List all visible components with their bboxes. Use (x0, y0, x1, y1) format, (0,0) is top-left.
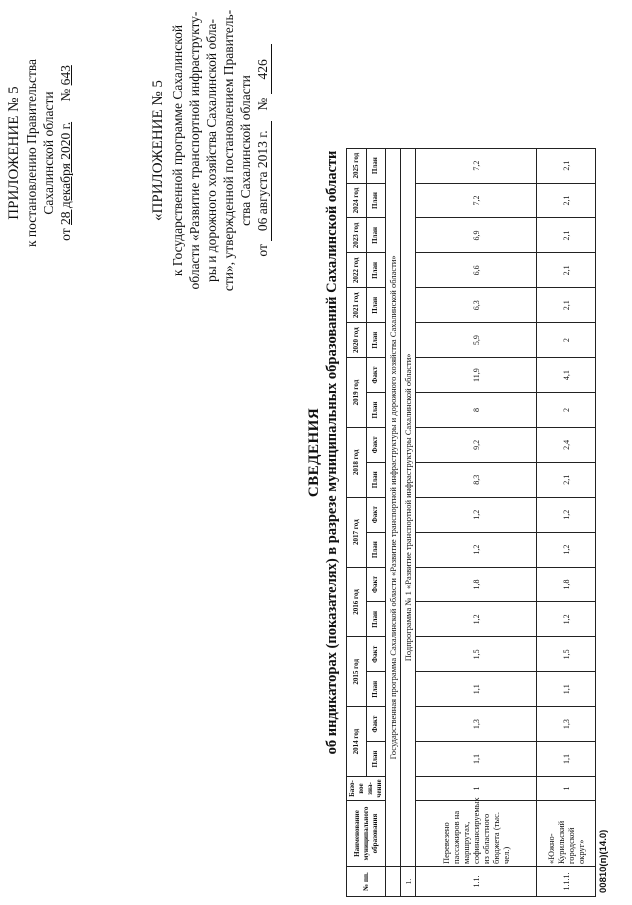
date-prefix: от (255, 244, 270, 257)
header-fact: Факт (366, 497, 386, 532)
header-year: 2023 год (347, 218, 367, 253)
appendix2-line: области «Развитие транспортной инфраструкту- (187, 11, 202, 290)
program-num-cell (386, 867, 401, 897)
row-value: 11,9 (416, 358, 537, 393)
header-year: 2015 год (347, 637, 367, 707)
appendix2-line: ры и дорожного хозяйства Сахалинской обла- (204, 19, 219, 282)
appendix-block (6, 13, 74, 293)
row-num: 1.1. (416, 867, 537, 897)
subprogram-name: Подпрограмма № 1 «Развитие транспортной инфраструктуры Сахалинской области» (401, 148, 416, 866)
appendix2-date: 06 августа 2013 г. (254, 121, 272, 241)
row-name: Перевезено пассажиров на маршрутах, софинансируемых из областного бюджета (тыс. чел.) (416, 801, 537, 867)
row-value: 9,2 (416, 427, 537, 462)
row-value: 1,2 (537, 532, 596, 567)
header-plan: План (366, 323, 386, 358)
header-num: № пп. (347, 867, 386, 897)
row-value: 1,2 (416, 532, 537, 567)
subprogram-num: 1. (401, 867, 416, 897)
header-plan: План (366, 393, 386, 428)
header-fact: Факт (366, 427, 386, 462)
row-value: 2,1 (537, 288, 596, 323)
table-row (537, 9, 596, 897)
row-value: 4,1 (537, 358, 596, 393)
row-value: 2 (537, 393, 596, 428)
header-year: 2014 год (347, 707, 367, 777)
row-value: 1,1 (537, 672, 596, 707)
document-subtitle: об индикаторах (показателях) в разрезе муниципальных образований Сахалинской области (324, 150, 340, 755)
header-plan: План (366, 253, 386, 288)
row-value: 1,1 (416, 672, 537, 707)
row-value: 1,2 (537, 497, 596, 532)
appendix2-title: «ПРИЛОЖЕНИЕ № 5 (150, 80, 166, 221)
header-year: 2016 год (347, 567, 367, 637)
header-name: Наименование муниципального образования (347, 801, 386, 867)
row-value: 1,5 (416, 637, 537, 672)
appendix2-number: 426 (254, 44, 272, 94)
row-value: 1,3 (416, 707, 537, 742)
header-fact: Факт (366, 567, 386, 602)
header-year: 2022 год (347, 253, 367, 288)
appendix2-date-line (254, 8, 272, 293)
header-plan: План (366, 532, 386, 567)
indicators-table (346, 8, 596, 897)
appendix-line: Сахалинской области (41, 91, 56, 215)
number-prefix: № (255, 97, 270, 111)
row-value: 7,2 (416, 183, 537, 218)
row-num: 1.1.1. (537, 867, 596, 897)
document-title: СВЕДЕНИЯ (306, 407, 322, 498)
header-plan: План (366, 218, 386, 253)
row-value: 2,1 (537, 218, 596, 253)
document-code: 00810(п)(14.0) (598, 829, 609, 893)
row-name: «Южно-Курильский городской округ» (537, 801, 596, 867)
row-value: 1,3 (537, 707, 596, 742)
appendix2-line: сти», утвержденной постановлением Правитель- (221, 9, 236, 292)
row-value: 8 (416, 393, 537, 428)
header-fact: Факт (366, 707, 386, 742)
header-year: 2018 год (347, 427, 367, 497)
header-row-years (347, 9, 367, 897)
header-plan: План (366, 602, 386, 637)
row-value: 2,1 (537, 183, 596, 218)
program-name: Государственная программа Сахалинской области «Развитие транспортной инфраструктуры и дорожного хозяйства Сахалинской области» (386, 148, 401, 866)
header-row-plan-fact (366, 9, 386, 897)
row-value: 6,9 (416, 218, 537, 253)
appendix-line: к постановлению Правительства (24, 58, 39, 248)
subprogram-row (401, 9, 416, 897)
header-plan: План (366, 288, 386, 323)
appendix2-line: к Государственной программе Сахалинской (170, 24, 185, 277)
row-value: 1,8 (416, 567, 537, 602)
row-value: 1,2 (416, 497, 537, 532)
row-value: 6,6 (416, 253, 537, 288)
row-value: 1,2 (416, 602, 537, 637)
row-value: 1,8 (537, 567, 596, 602)
header-year: 2020 год (347, 323, 367, 358)
header-year: 2019 год (347, 358, 367, 428)
table-row (416, 9, 537, 897)
header-fact: Факт (366, 358, 386, 393)
appendix-number: 643 (58, 65, 73, 86)
row-base: 1 (537, 777, 596, 801)
row-value: 1,1 (537, 742, 596, 777)
header-fact: Факт (366, 637, 386, 672)
row-value: 2 (537, 323, 596, 358)
program-row (386, 9, 401, 897)
appendix-date: 28 декабря 2020 г. (58, 121, 73, 225)
row-value: 2,1 (537, 462, 596, 497)
header-plan: План (366, 183, 386, 218)
header-year: 2021 год (347, 288, 367, 323)
appendix-title: ПРИЛОЖЕНИЕ № 5 (6, 86, 22, 220)
row-base: 1 (416, 777, 537, 801)
header-plan: План (366, 148, 386, 183)
header-year: 2024 год (347, 183, 367, 218)
header-base: Базо-вое зна-чение (347, 777, 386, 801)
header-plan: План (366, 742, 386, 777)
row-value: 5,9 (416, 323, 537, 358)
row-value: 6,3 (416, 288, 537, 323)
row-value: 1,5 (537, 637, 596, 672)
row-value: 7,2 (416, 148, 537, 183)
appendix-date-line (57, 13, 74, 293)
row-value: 2,1 (537, 253, 596, 288)
date-prefix: от (58, 228, 73, 241)
header-year: 2017 год (347, 497, 367, 567)
row-value: 1,2 (537, 602, 596, 637)
row-value: 8,3 (416, 462, 537, 497)
row-value: 2,4 (537, 427, 596, 462)
header-plan: План (366, 462, 386, 497)
header-plan: План (366, 672, 386, 707)
number-prefix: № (58, 88, 73, 102)
row-value: 2,1 (537, 148, 596, 183)
row-value: 1,1 (416, 742, 537, 777)
appendix2-block (150, 8, 272, 293)
header-year: 2025 год (347, 148, 367, 183)
appendix2-line: ства Сахалинской области (238, 75, 253, 226)
